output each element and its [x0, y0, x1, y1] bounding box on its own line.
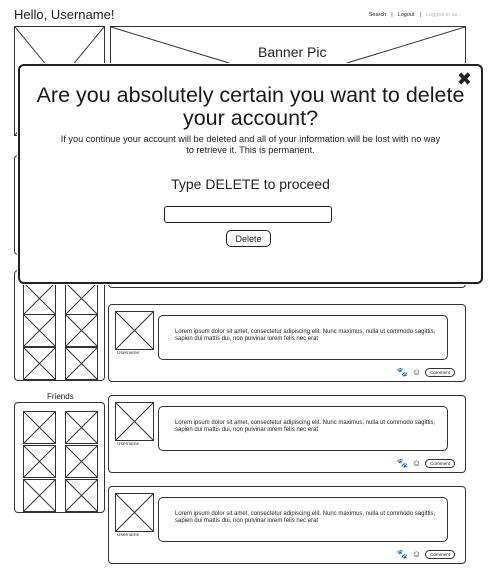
- image-placeholder-icon: [66, 348, 97, 379]
- post-avatar[interactable]: [115, 402, 154, 441]
- image-placeholder-icon: [116, 494, 153, 531]
- photos-panel: [14, 270, 105, 381]
- post-avatar[interactable]: [115, 493, 154, 532]
- nav-separator: |: [419, 12, 421, 18]
- post-username[interactable]: Username: [117, 533, 140, 538]
- modal-prompt: Type DELETE to proceed: [171, 176, 330, 192]
- smiley-icon[interactable]: ☺: [411, 458, 422, 468]
- friend-thumb[interactable]: [65, 445, 98, 478]
- nav-separator: |: [391, 12, 393, 18]
- comment-button[interactable]: Comment: [425, 550, 455, 559]
- delete-confirm-input[interactable]: [164, 206, 332, 223]
- image-placeholder-icon: [66, 315, 97, 346]
- image-placeholder-icon: [24, 283, 55, 314]
- paw-icon[interactable]: 🐾: [396, 549, 408, 559]
- comment-button[interactable]: Comment: [425, 459, 455, 468]
- post-card: [108, 486, 466, 564]
- modal-warning-text: If you continue your account will be deleted and all of your information will be lost with no way to retrieve it. This is permanent.: [60, 134, 441, 155]
- friend-thumb[interactable]: [65, 479, 98, 512]
- image-placeholder-icon: [24, 315, 55, 346]
- photo-thumb[interactable]: [23, 314, 56, 347]
- photo-thumb[interactable]: [65, 314, 98, 347]
- image-placeholder-icon: [24, 480, 55, 511]
- image-placeholder-icon: [66, 412, 97, 443]
- paw-icon[interactable]: 🐾: [396, 458, 408, 468]
- image-placeholder-icon: [66, 446, 97, 477]
- smiley-icon[interactable]: ☺: [411, 549, 422, 559]
- post-card: [108, 395, 466, 473]
- image-placeholder-icon: [24, 446, 55, 477]
- image-placeholder-icon: [66, 283, 97, 314]
- friend-thumb[interactable]: [23, 479, 56, 512]
- image-placeholder-icon: [24, 348, 55, 379]
- delete-button[interactable]: Delete: [226, 230, 271, 247]
- smiley-icon[interactable]: ☺: [411, 367, 422, 377]
- friends-title: Friends: [47, 392, 74, 401]
- friends-panel: [14, 402, 105, 513]
- image-placeholder-icon: [116, 312, 153, 349]
- post-text: Lorem ipsum dolor sit amet, consectetur adipiscing elit. Nunc maximus, nulla ut commodo sagittis, sapien dui mattis dui, non pulvinar lorem felis nec erat: [158, 406, 448, 451]
- post-card: [108, 304, 466, 382]
- photo-thumb[interactable]: [65, 347, 98, 380]
- friend-thumb[interactable]: [23, 411, 56, 444]
- photo-thumb[interactable]: [23, 282, 56, 315]
- image-placeholder-icon: [66, 480, 97, 511]
- post-avatar[interactable]: [115, 311, 154, 350]
- image-placeholder-icon: [24, 412, 55, 443]
- greeting: Hello, Username!: [14, 7, 115, 22]
- friend-thumb[interactable]: [23, 445, 56, 478]
- banner-title: Banner Pic: [258, 44, 327, 60]
- logout-link[interactable]: Logout: [397, 12, 415, 18]
- post-username[interactable]: Username: [117, 351, 140, 356]
- modal-title: Are you absolutely certain you want to delete your account?: [36, 83, 465, 130]
- image-placeholder-icon: [116, 403, 153, 440]
- post-username[interactable]: Username: [117, 442, 140, 447]
- search-link[interactable]: Search: [368, 12, 387, 18]
- close-icon[interactable]: ✖: [456, 69, 472, 89]
- photo-thumb[interactable]: [23, 347, 56, 380]
- logged-in-status: Logged in as...: [425, 12, 462, 18]
- delete-account-modal: [18, 64, 483, 284]
- post-text: Lorem ipsum dolor sit amet, consectetur adipiscing elit. Nunc maximus, nulla ut commodo sagittis, sapien dui mattis dui, non pulvinar lorem felis nec erat: [158, 315, 448, 360]
- photo-thumb[interactable]: [65, 282, 98, 315]
- post-text: Lorem ipsum dolor sit amet, consectetur adipiscing elit. Nunc maximus, nulla ut commodo sagittis, sapien dui mattis dui, non pulvinar lorem felis nec erat: [158, 497, 448, 542]
- top-nav: [369, 12, 462, 18]
- comment-button[interactable]: Comment: [425, 368, 455, 377]
- paw-icon[interactable]: 🐾: [396, 367, 408, 377]
- friend-thumb[interactable]: [65, 411, 98, 444]
